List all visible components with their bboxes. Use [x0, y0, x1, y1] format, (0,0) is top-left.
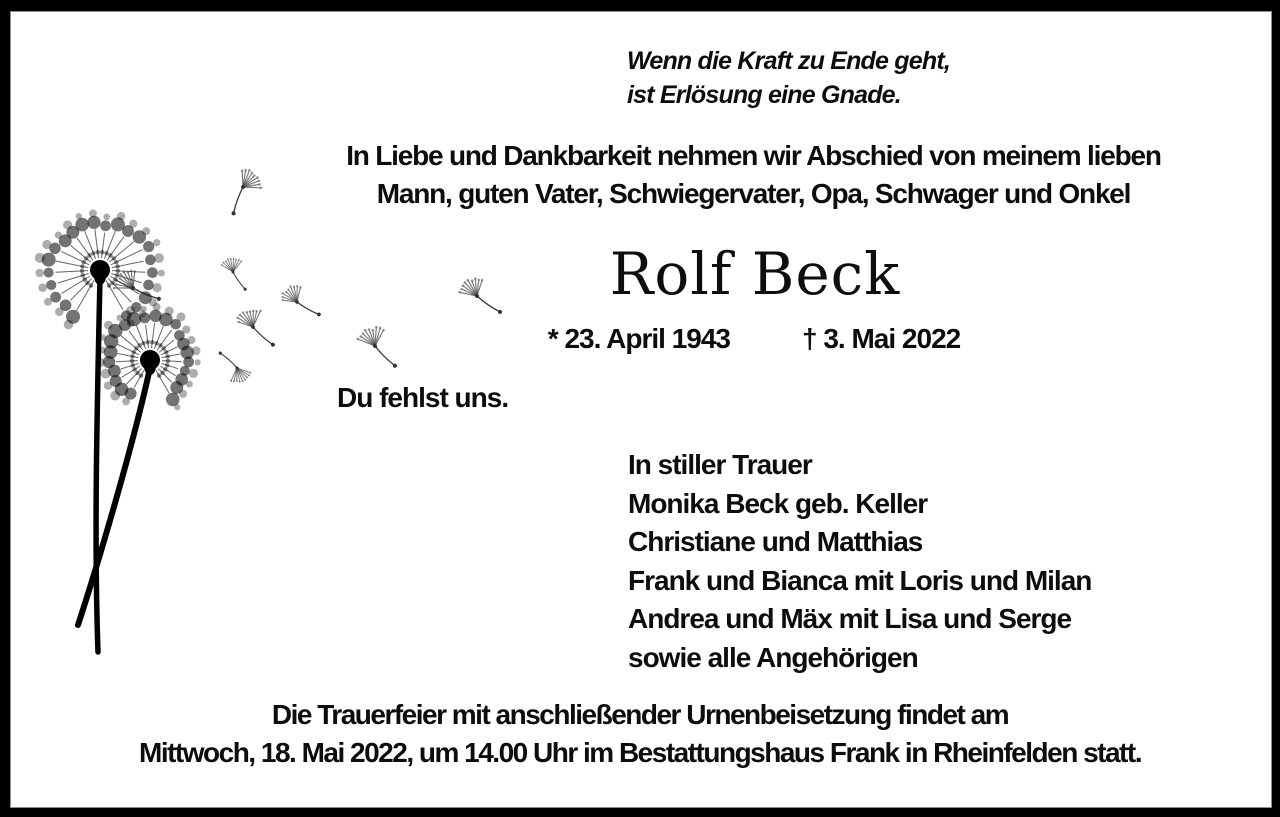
funeral-announcement: [0, 696, 1280, 772]
deceased-name: Rolf Beck: [609, 240, 901, 308]
mourner-line: Andrea und Mäx mit Lisa und Serge: [628, 603, 1072, 634]
birth-date: 23. April 1943: [564, 323, 730, 354]
epigraph-line-1: Wenn die Kraft zu Ende geht,: [627, 47, 950, 75]
funeral-line-1: Die Trauerfeier mit anschließender Urnenbeisetzung findet am: [271, 699, 1009, 730]
mourner-line: sowie alle Angehörigen: [628, 641, 918, 673]
epigraph-line-2: ist Erlösung eine Gnade.: [627, 81, 901, 109]
mourner-line: Monika Beck geb. Keller: [628, 487, 928, 519]
birth-star-symbol: *: [547, 323, 558, 354]
birth-date-group: [548, 323, 730, 354]
death-cross-symbol: †: [801, 323, 817, 354]
epigraph-quote: [627, 44, 950, 112]
mourners-block: [628, 446, 1091, 677]
death-date-group: [802, 323, 960, 354]
death-date: 3. Mai 2022: [823, 323, 961, 354]
mourners-heading: In stiller Trauer: [628, 449, 812, 480]
farewell-line: Du fehlst uns.: [337, 382, 509, 413]
dandelion-illustration: [0, 150, 540, 670]
intro-line-1: In Liebe und Dankbarkeit nehmen wir Abschied von meinem lieben: [346, 140, 1161, 171]
intro-line-2: Mann, guten Vater, Schwiegervater, Opa, Schwager und Onkel: [376, 178, 1131, 209]
mourner-line: Christiane und Matthias: [628, 526, 923, 557]
funeral-line-2: Mittwoch, 18. Mai 2022, um 14.00 Uhr im Bestattungshaus Frank in Rheinfelden statt.: [139, 737, 1141, 768]
mourner-line: Frank und Bianca mit Loris und Milan: [628, 564, 1092, 596]
